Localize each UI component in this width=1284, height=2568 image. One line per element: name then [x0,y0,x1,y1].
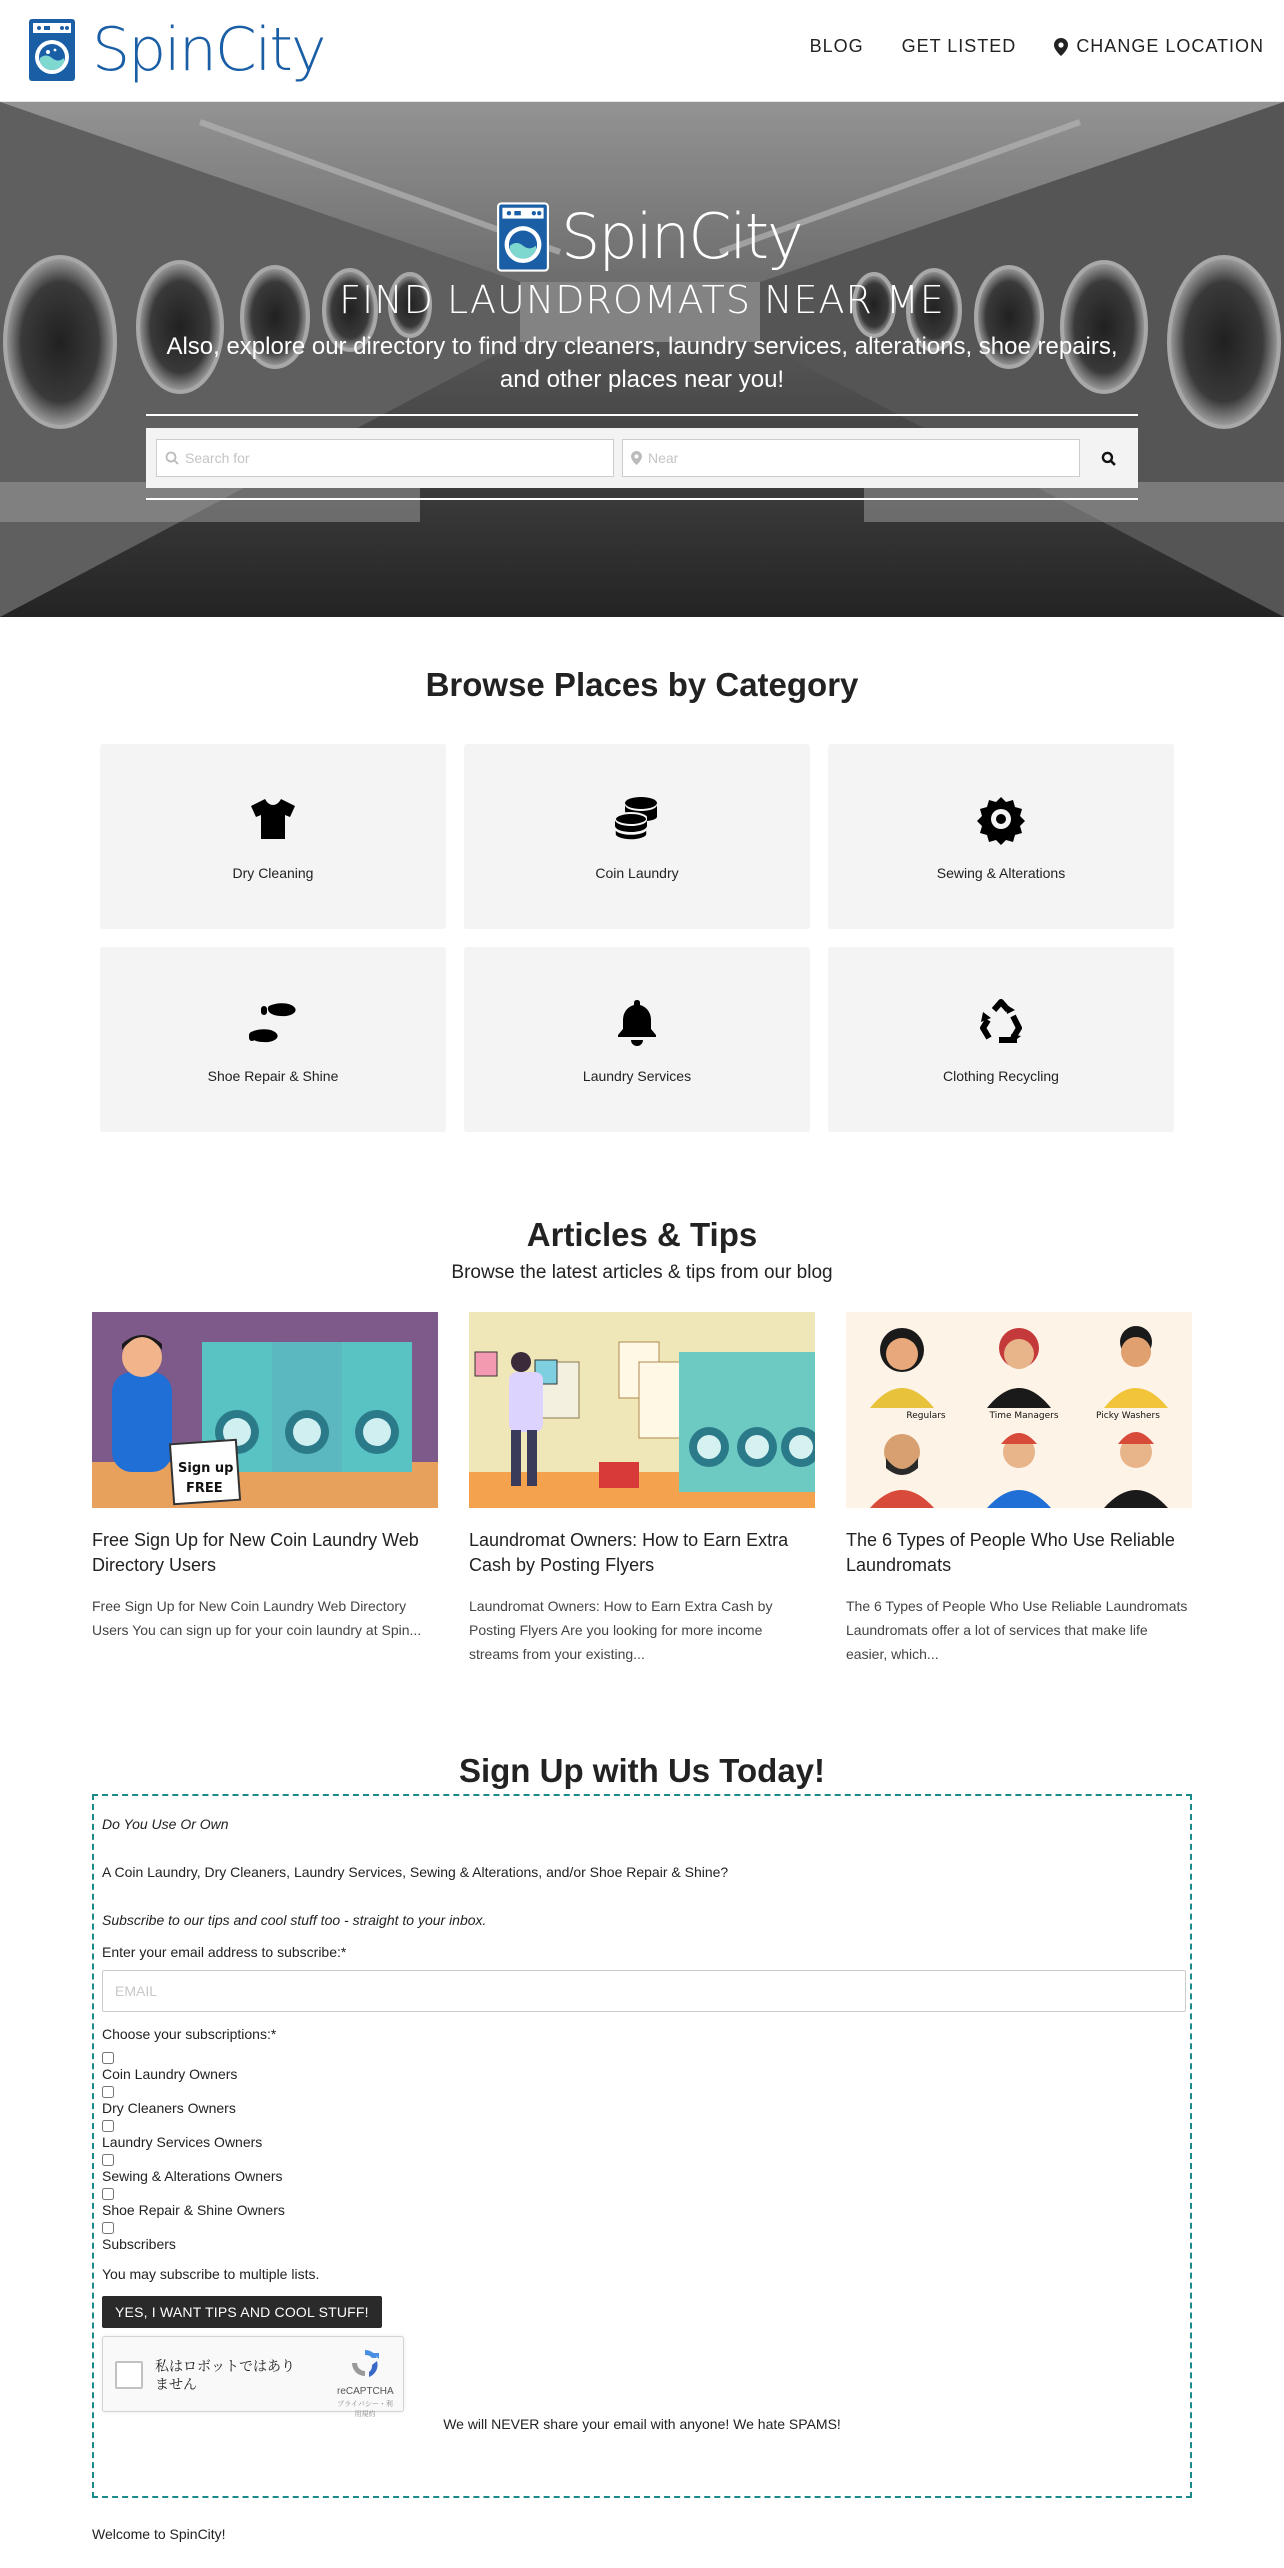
article-title-link[interactable]: The 6 Types of People Who Use Reliable Laundromats [846,1530,1175,1575]
subscription-option[interactable] [102,2120,1182,2150]
search-button[interactable] [1088,439,1128,477]
article-card [846,1312,1192,1666]
articles-subtitle: Browse the latest articles & tips from our blog [451,1262,833,1283]
articles-title: Articles & Tips [526,1216,758,1253]
category-sewing-alterations[interactable] [828,744,1174,929]
subscription-checkbox[interactable] [102,2086,114,2098]
signup-intro-businesses: A Coin Laundry, Dry Cleaners, Laundry Services, Sewing & Alterations, and/or Shoe Repair & Shine? [102,1864,729,1880]
privacy-note: We will NEVER share your email with anyone! We hate SPAMS! [443,2416,841,2432]
article-excerpt: The 6 Types of People Who Use Reliable Laundromats Laundromats offer a lot of services that make life easier, which... [846,1598,1188,1662]
hero-brand-name: SpinCity [561,200,802,273]
hero-title: FIND LAUNDROMATS NEAR ME [339,278,945,322]
cog-icon [975,793,1027,845]
subscription-label: Sewing & Alterations Owners [102,2168,283,2184]
article-image-flyers [469,1312,815,1508]
welcome-text: Welcome to SpinCity! [92,2526,226,2542]
email-label: Enter your email address to subscribe:* [102,1944,347,1960]
subscription-options [102,2052,1182,2252]
subscriptions-label: Choose your subscriptions:* [102,2026,277,2042]
article-card [92,1312,438,1666]
image-signup-text: Sign up [178,1461,234,1476]
shoe-prints-icon [247,996,299,1048]
category-coin-laundry[interactable] [464,744,810,929]
article-title-link[interactable]: Laundromat Owners: How to Earn Extra Cash by Posting Flyers [469,1530,789,1575]
article-card [469,1312,815,1666]
signup-form [92,1794,1192,2498]
article-excerpt: Laundromat Owners: How to Earn Extra Cash by Posting Flyers Are you looking for more income streams from your existing... [469,1598,773,1662]
hero-section [0,102,1284,617]
article-grid [92,1312,1192,1666]
subscription-label: Dry Cleaners Owners [102,2100,236,2116]
hero-subtitle: Also, explore our directory to find dry cleaners, laundry services, alterations, shoe repairs, and other places near you! [166,333,1118,393]
subscription-checkbox[interactable] [102,2120,114,2132]
subscription-option[interactable] [102,2154,1182,2184]
nav-blog[interactable] [810,36,864,57]
map-marker-icon [631,451,642,465]
hero-logo [497,202,802,272]
article-title-link[interactable]: Free Sign Up for New Coin Laundry Web Directory Users [92,1530,419,1575]
recaptcha-icon [349,2347,381,2379]
near-input[interactable] [648,450,1071,466]
subscribe-button[interactable]: YES, I WANT TIPS AND COOL STUFF! [102,2296,382,2328]
nav-get-listed[interactable] [902,36,1017,57]
signup-title: Sign Up with Us Today! [458,1752,826,1789]
search-input[interactable] [185,450,605,466]
article-image-signup [92,1312,438,1508]
recycle-icon [975,996,1027,1048]
nav-get-listed-label: GET LISTED [901,36,1017,56]
recaptcha-text: 私はロボットではありません [155,2358,295,2392]
article-image-link[interactable] [92,1312,438,1508]
category-label: Dry Cleaning [232,864,314,881]
category-dry-cleaning[interactable] [100,744,446,929]
category-label: Clothing Recycling [943,1067,1059,1084]
subscription-label: Coin Laundry Owners [102,2066,238,2082]
subscription-checkbox[interactable] [102,2052,114,2064]
category-clothing-recycling[interactable] [828,947,1174,1132]
subscription-label: Subscribers [102,2236,176,2252]
subscription-option[interactable] [102,2188,1182,2218]
category-label: Coin Laundry [595,864,679,881]
article-image-people [846,1312,1192,1508]
subscription-option[interactable] [102,2222,1182,2252]
search-form [146,428,1138,488]
category-laundry-services[interactable] [464,947,810,1132]
recaptcha-logo [337,2347,393,2419]
signup-intro-question: Do You Use Or Own [102,1816,229,1832]
category-label: Sewing & Alterations [936,864,1066,881]
image-label-regulars: Regulars [906,1411,946,1421]
image-label-time-managers: Time Managers [989,1411,1059,1421]
category-label: Laundry Services [582,1067,692,1084]
recaptcha-terms-link[interactable]: プライバシー・利用規約 [337,2401,393,2418]
coins-icon [611,793,663,845]
subscription-checkbox[interactable] [102,2188,114,2200]
near-field [622,439,1080,477]
washing-machine-icon [497,202,549,272]
article-image-link[interactable] [846,1312,1192,1508]
search-field [156,439,614,477]
main-nav [810,36,1264,57]
categories-title: Browse Places by Category [425,666,859,703]
tshirt-icon [247,793,299,845]
nav-blog-label: BLOG [809,36,864,56]
subscription-checkbox[interactable] [102,2154,114,2166]
category-label: Shoe Repair & Shine [207,1067,339,1084]
nav-change-location[interactable] [1054,36,1264,57]
multi-list-note: You may subscribe to multiple lists. [102,2266,320,2282]
search-band [146,414,1138,500]
search-icon [165,451,179,465]
image-free-text: FREE [186,1481,223,1496]
signup-intro-subscribe: Subscribe to our tips and cool stuff too - straight to your inbox. [102,1912,487,1928]
subscription-option[interactable] [102,2086,1182,2116]
nav-change-location-label: CHANGE LOCATION [1076,36,1264,56]
subscription-checkbox[interactable] [102,2222,114,2234]
search-icon [1101,451,1116,466]
subscription-option[interactable] [102,2052,1182,2082]
washing-machine-icon [28,18,76,82]
site-header [0,0,1284,102]
category-shoe-repair[interactable] [100,947,446,1132]
article-excerpt: Free Sign Up for New Coin Laundry Web Directory Users You can sign up for your coin laundry at Spin... [92,1598,422,1638]
site-logo[interactable] [28,15,325,85]
category-grid [100,744,1174,1132]
brand-name: SpinCity [92,15,325,85]
article-image-link[interactable] [469,1312,815,1508]
subscription-label: Laundry Services Owners [102,2134,263,2150]
recaptcha-brand: reCAPTCHA [337,2386,394,2397]
subscription-label: Shoe Repair & Shine Owners [102,2202,285,2218]
recaptcha-checkbox[interactable] [115,2361,143,2389]
map-marker-icon [1054,38,1068,56]
image-label-picky-washers: Picky Washers [1096,1411,1160,1421]
recaptcha-widget [102,2336,404,2418]
bell-icon [611,996,663,1048]
email-input[interactable] [102,1970,1186,2012]
